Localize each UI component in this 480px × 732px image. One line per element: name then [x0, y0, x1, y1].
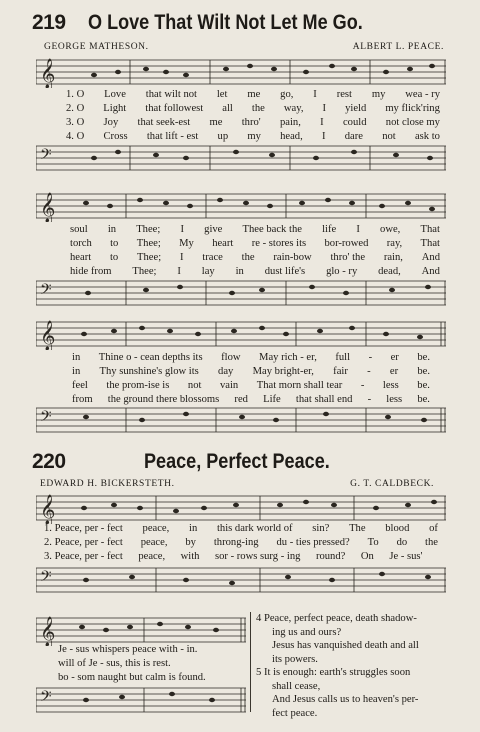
hymn-composer: G. T. CALDBECK.: [350, 479, 434, 489]
svg-text:𝄞: 𝄞: [40, 321, 56, 350]
verse-line-4: from the ground there blossoms red Life that shall end - less be.: [72, 394, 430, 405]
svg-text:𝄞: 𝄞: [40, 193, 56, 222]
hymn-title: Peace, Perfect Peace.: [144, 450, 330, 473]
svg-text:𝄢: 𝄢: [40, 568, 52, 589]
music-staff-bass: [36, 406, 446, 434]
verse-line: And Jesus calls us to heaven's per-: [272, 694, 419, 705]
verse-line-1: soul in Thee; I give Thee back the life I owe, That: [70, 224, 440, 235]
music-staff-bass: [36, 566, 446, 594]
hymn-number: 219: [32, 11, 66, 34]
verse-lines: [70, 223, 440, 279]
verse-line-3: 3. Peace, per - fect peace, with sor - rows surg - ing round? On Je - sus': [44, 551, 423, 562]
verse-lines: [58, 643, 248, 685]
music-staff-treble: [36, 192, 446, 222]
verse-lines: [44, 522, 438, 564]
verse-lines: [66, 88, 440, 144]
svg-text:𝄞: 𝄞: [40, 617, 56, 646]
verse-line-1: 1. O Love that wilt not let me go, I rest my wea - ry: [66, 89, 440, 100]
music-staff-treble: [36, 616, 246, 646]
svg-text:𝄢: 𝄢: [40, 688, 52, 709]
music-staff-treble: [36, 58, 446, 88]
hymn-number: 220: [32, 450, 66, 473]
verse-line-2: 2. O Light that followest all the way, I yield my flick'ring: [66, 103, 440, 114]
music-staff-treble: [36, 494, 446, 524]
verse-line-1: Je - sus whispers peace with - in.: [58, 644, 198, 655]
verse-line-2: in Thy sunshine's glow its day May bright-er, fair - er be.: [72, 366, 430, 377]
verse-line: shall cease,: [272, 680, 321, 692]
verse-line-3: 3. O Joy that seek-est me thro' pain, I could not close my: [66, 117, 440, 128]
verse-line-2: will of Je - sus, this is rest.: [58, 658, 171, 669]
verse-line: ing us and ours?: [272, 626, 342, 638]
verse-lines: [72, 351, 430, 407]
extra-verse-5: [256, 666, 456, 720]
svg-text:𝄢: 𝄢: [40, 281, 52, 302]
verse-line: its powers.: [272, 653, 318, 665]
verse-first-line: 5 It is enough: earth's struggles soon: [256, 667, 411, 678]
verse-line-3: feel the prom-ise is not vain That morn shall tear - less be.: [72, 380, 430, 391]
verse-line-4: hide from Thee; I lay in dust life's glo - ry dead, And: [70, 266, 440, 277]
verse-line: fect peace.: [272, 707, 318, 719]
hymn-title: O Love That Wilt Not Let Me Go.: [88, 11, 363, 34]
extra-verse-4: [256, 612, 456, 666]
hymn-author: GEORGE MATHESON.: [44, 42, 149, 52]
svg-text:𝄢: 𝄢: [40, 408, 52, 429]
svg-text:𝄞: 𝄞: [40, 59, 56, 88]
verse-line: Jesus has vanquished death and all: [272, 640, 419, 651]
hymn-author: EDWARD H. BICKERSTETH.: [40, 479, 175, 489]
music-staff-bass: [36, 686, 246, 714]
verse-first-line: 4 Peace, perfect peace, death shadow-: [256, 613, 417, 624]
verse-line-2: torch to Thee; My heart re - stores its bor-rowed ray, That: [70, 238, 440, 249]
music-staff-bass: [36, 279, 446, 307]
music-staff-treble: [36, 320, 446, 350]
verse-line-3: heart to Thee; I trace the rain-bow thro' the rain, And: [70, 252, 440, 263]
verse-line-1: in Thine o - cean depths its flow May rich - er, full - er be.: [72, 352, 430, 363]
column-divider: [250, 612, 251, 712]
verse-line-4: 4. O Cross that lift - est up my head, I dare not ask to: [66, 131, 440, 142]
verse-line-1: 1. Peace, per - fect peace, in this dark world of sin? The blood of: [44, 523, 438, 534]
music-staff-bass: [36, 144, 446, 172]
svg-text:𝄞: 𝄞: [40, 495, 56, 524]
svg-text:𝄢: 𝄢: [40, 146, 52, 167]
verse-line-3: bo - som naught but calm is found.: [58, 672, 206, 683]
hymn-composer: ALBERT L. PEACE.: [352, 42, 444, 52]
verse-line-2: 2. Peace, per - fect peace, by throng-ing du - ties pressed? To do the: [44, 537, 438, 548]
